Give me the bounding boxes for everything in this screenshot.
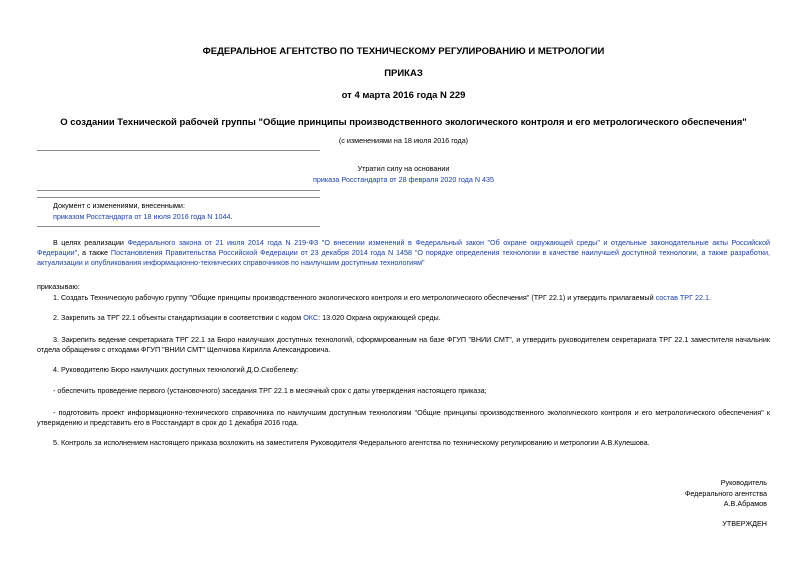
changes-order-link[interactable]: приказом Росстандарта от 18 июля 2016 года N 1044 xyxy=(53,212,231,221)
item-1 xyxy=(37,293,770,303)
item-2 xyxy=(37,313,770,323)
changes-label: Документ с изменениями, внесенными: xyxy=(53,201,185,210)
approved-label: УТВЕРЖДЕН xyxy=(722,519,767,528)
repeal-note: Утратил силу на основании xyxy=(357,164,450,173)
signature-position: Руководитель xyxy=(720,478,767,487)
divider xyxy=(37,197,320,198)
signature-agency: Федерального агентства xyxy=(684,488,767,498)
amendments-note: (с изменениями на 18 июля 2016 года) xyxy=(338,136,469,145)
document-title: О создании Технической рабочей группы "Общие принципы производственного экологического контроля и его метрологического обеспечения" xyxy=(60,117,747,128)
item-1-tail: . xyxy=(708,293,711,302)
item-4b: - подготовить проект информационно-технического справочника по наилучшим доступным технологиям "Общие принципы производственного экологического контроля и его метрологического обеспечения" к утверждению и представить его в Росстандарт в срок до 1 декабря 2016 года. xyxy=(37,408,770,427)
item-1-text: 1. Создать Техническую рабочую группу "Общие принципы производственного экологического контроля и его метрологического обеспечения" (ТРГ 22.1) и утвердить прилагаемый xyxy=(53,293,656,302)
preamble-text: , а также xyxy=(77,248,111,257)
item-5: 5. Контроль за исполнением настоящего приказа возложить на заместителя Руководителя Федерального агентства по техническому регулированию и метрологии А.В.Кулешова. xyxy=(53,438,650,447)
repeal-link-row xyxy=(0,175,807,185)
item-4a: - обеспечить проведение первого (установочного) заседания ТРГ 22.1 в месячный срок с даты утверждения настоящего приказа; xyxy=(53,386,487,395)
document-type: ПРИКАЗ xyxy=(384,68,423,79)
repeal-order-link[interactable]: приказа Росстандарта от 28 февраля 2020 года N 435 xyxy=(312,175,495,184)
divider xyxy=(37,150,320,151)
document-date-number: от 4 марта 2016 года N 229 xyxy=(341,90,466,101)
oks-link[interactable]: ОКС xyxy=(303,313,319,322)
composition-link[interactable]: состав ТРГ 22.1 xyxy=(655,293,709,302)
changes-link-row xyxy=(53,212,232,222)
preamble-text: В целях реализации xyxy=(53,238,128,247)
agency-name: ФЕДЕРАЛЬНОЕ АГЕНТСТВО ПО ТЕХНИЧЕСКОМУ РЕГУЛИРОВАНИЮ И МЕТРОЛОГИИ xyxy=(202,46,605,57)
divider xyxy=(37,190,320,191)
signature-name: А.В.Абрамов xyxy=(723,499,767,508)
signature-block xyxy=(685,478,767,510)
government-decree-link[interactable]: Постановления Правительства Российской Федерации от 23 декабря 2014 года N 1458 "О порядке определения технологии в качестве наилучшей доступной технологии, а также разработки, актуализации и опубликования информационно-технических справочников по наилучшим доступным технологиям" xyxy=(37,248,770,267)
item-3: 3. Закрепить ведение секретариата ТРГ 22.1 за Бюро наилучших доступных технологий, сформированным на базе ФГУП "ВНИИ СМТ", и утвердить руководителем секретариата ТРГ 22.1 заместителя начальник отдела обращения с отходами ФГУП "ВНИИ СМТ" Щелчкова Кирилла Александровича. xyxy=(37,335,770,354)
federal-law-link[interactable]: Федерального закона от 21 июля 2014 года N 219-ФЗ "О внесении изменений в Федеральный закон "Об охране окружающей среды" и отдельные законодательные акты Российской Федерации" xyxy=(37,238,770,257)
item-2-text: 2. Закрепить за ТРГ 22.1 объекты стандартизации в соответствии с кодом xyxy=(53,313,304,322)
order-word: приказываю: xyxy=(37,282,80,291)
item-2-tail: : 13.020 Охрана окружающей среды. xyxy=(318,313,441,322)
preamble-paragraph xyxy=(37,238,770,268)
divider xyxy=(37,226,320,227)
changes-tail: . xyxy=(230,212,233,221)
item-4: 4. Руководителю Бюро наилучших доступных технологий Д.О.Скобелеву: xyxy=(53,365,299,374)
